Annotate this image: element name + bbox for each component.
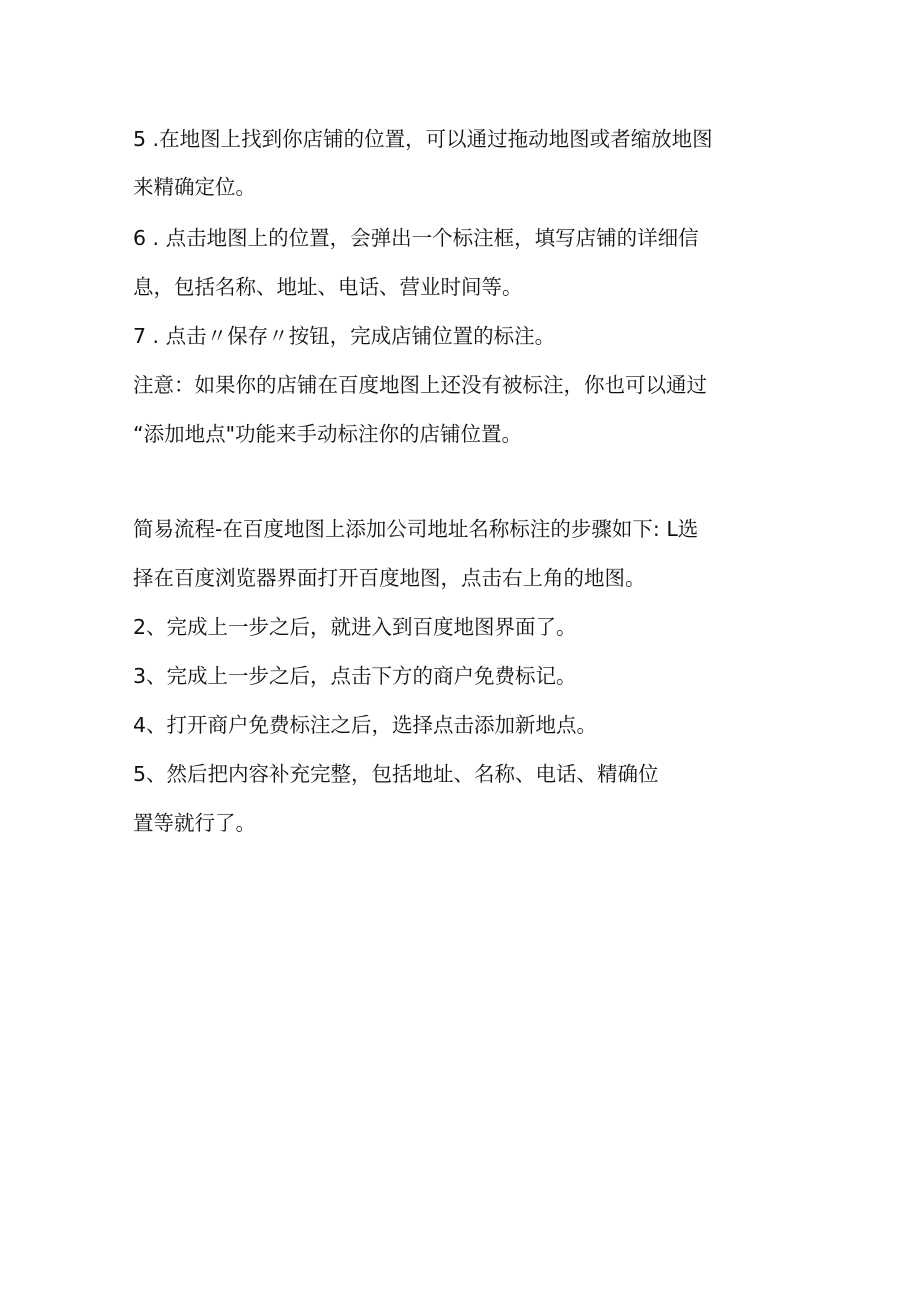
intro-line-1: 简易流程-在百度地图上添加公司地址名称标注的步骤如下: L选 — [133, 517, 699, 541]
step-6-line-2: 息，包括名称、地址、电话、营业时间等。 — [133, 275, 523, 299]
step-6-line-1: 6 . 点击地图上的位置，会弹出一个标注框，填写店铺的详细信 — [133, 226, 699, 250]
flow-step-3: 3、完成上一步之后，点击下方的商户免费标记。 — [133, 664, 577, 688]
step-5-line-2: 来精确定位。 — [133, 175, 256, 199]
note-line-2: “添加地点"功能来手动标注你的店铺位置。 — [133, 422, 523, 446]
flow-step-4: 4、打开商户免费标注之后，选择点击添加新地点。 — [133, 713, 598, 737]
step-7-line-1: 7 . 点击〃保存〃按钮，完成店铺位置的标注。 — [133, 324, 556, 348]
flow-step-5-line-1: 5、然后把内容补充完整，包括地址、名称、电话、精确位 — [133, 762, 659, 786]
flow-step-2: 2、完成上一步之后，就进入到百度地图界面了。 — [133, 615, 577, 639]
flow-step-5-line-2: 置等就行了。 — [133, 811, 256, 835]
note-line-1: 注意：如果你的店铺在百度地图上还没有被标注，你也可以通过 — [133, 373, 707, 397]
step-5-line-1: 5 .在地图上找到你店铺的位置，可以通过拖动地图或者缩放地图 — [133, 127, 713, 151]
intro-line-2: 择在百度浏览器界面打开百度地图，点击右上角的地图。 — [133, 566, 646, 590]
